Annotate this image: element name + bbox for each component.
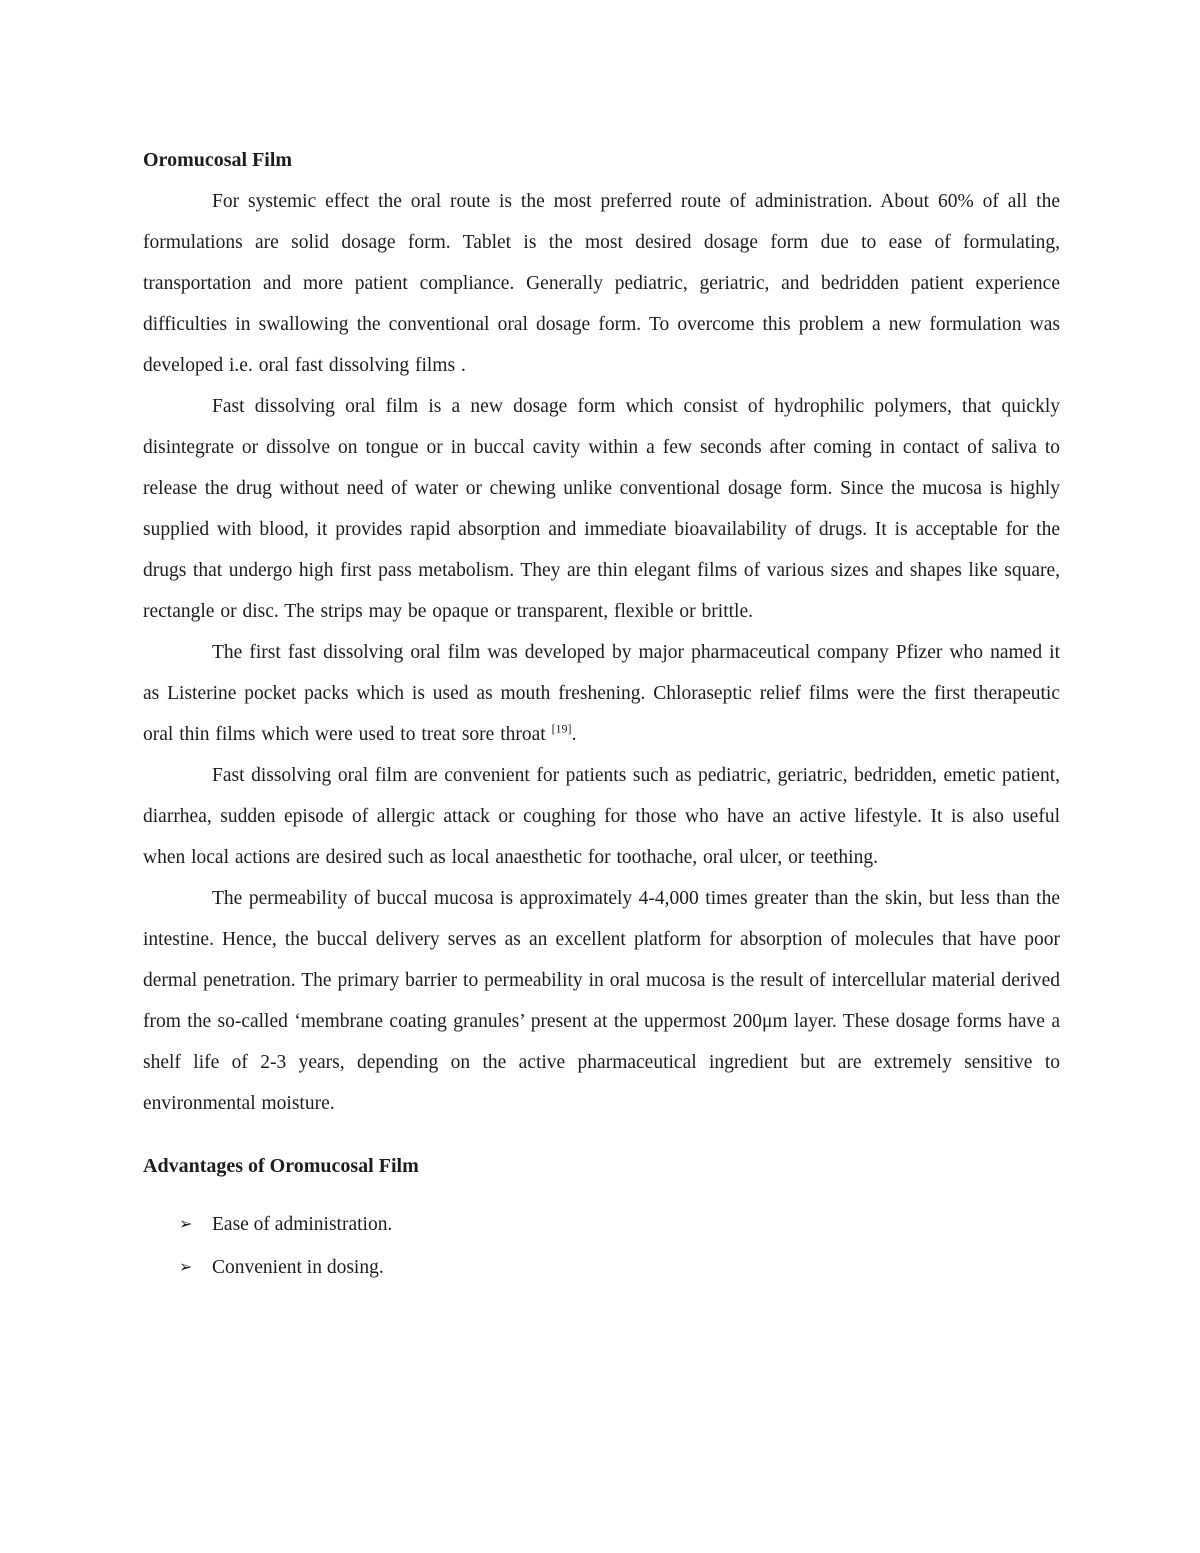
bullet-arrow-icon: ➢	[179, 1216, 193, 1233]
paragraph-history-period: .	[571, 724, 577, 745]
paragraph-intro: For systemic effect the oral route is the most preferred route of administration. About 60% of all the formulations are solid dosage form. Tablet is the most desired dosage form due to ease of formulating, transportation and more patient compliance. Generally pediatric, geriatric, and bedridden patient experience difficulties in swallowing the conventional oral dosage form. To overcome this problem a new formulation was developed i.e. oral fast dissolving films .	[143, 191, 1060, 376]
bullet-text: Ease of administration.	[212, 1214, 393, 1235]
bullet-text: Convenient in dosing.	[212, 1257, 384, 1278]
section-heading-oromucosal-film: Oromucosal Film	[143, 149, 293, 171]
list-item	[143, 1203, 1060, 1246]
advantages-list	[143, 1203, 1060, 1289]
list-item	[143, 1246, 1060, 1289]
paragraph-history-text: The first fast dissolving oral film was developed by major pharmaceutical company Pfizer who named it as Listerine pocket packs which is used as mouth freshening. Chloraseptic relief films were the first therapeutic oral thin films which were used to treat sore throat	[143, 642, 1060, 745]
paragraph-convenience: Fast dissolving oral film are convenient for patients such as pediatric, geriatric, bedridden, emetic patient, diarrhea, sudden episode of allergic attack or coughing for those who have an active lifestyle. It is also useful when local actions are desired such as local anaesthetic for toothache, oral ulcer, or teething.	[143, 765, 1060, 868]
paragraph-history	[143, 632, 1060, 755]
citation-19: [19]	[551, 721, 572, 736]
paragraph-permeability: The permeability of buccal mucosa is approximately 4-4,000 times greater than the skin, but less than the intestine. Hence, the buccal delivery serves as an excellent platform for absorption of molecules that have poor dermal penetration. The primary barrier to permeability in oral mucosa is the result of intercellular material derived from the so-called ‘membrane coating granules’ present at the uppermost 200μm layer. These dosage forms have a shelf life of 2-3 years, depending on the active pharmaceutical ingredient but are extremely sensitive to environmental moisture.	[143, 888, 1060, 1114]
paragraph-fast-dissolving-definition: Fast dissolving oral film is a new dosage form which consist of hydrophilic polymers, that quickly disintegrate or dissolve on tongue or in buccal cavity within a few seconds after coming in contact of saliva to release the drug without need of water or chewing unlike conventional dosage form. Since the mucosa is highly supplied with blood, it provides rapid absorption and immediate bioavailability of drugs. It is acceptable for the drugs that undergo high first pass metabolism. They are thin elegant films of various sizes and shapes like square, rectangle or disc. The strips may be opaque or transparent, flexible or brittle.	[143, 396, 1060, 622]
bullet-arrow-icon: ➢	[179, 1259, 193, 1276]
section-heading-advantages: Advantages of Oromucosal Film	[143, 1155, 419, 1177]
